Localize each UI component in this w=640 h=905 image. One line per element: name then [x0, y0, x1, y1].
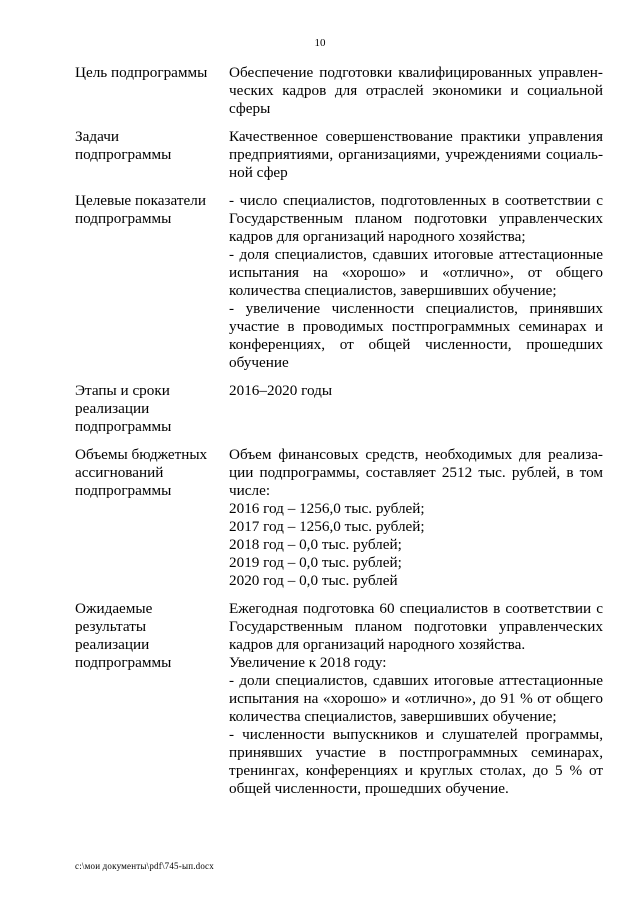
- row-label: [75, 600, 229, 808]
- value-paragraph: Увеличение к 2018 году:: [229, 654, 387, 671]
- value-paragraph: - увеличение численности специалистов, принявших участие в проводимых постпрограммных семинарах и конференциях, от общей численности, прошедших обучение: [229, 300, 603, 371]
- table-row-tasks: [75, 128, 603, 192]
- label-line: подпрограммы: [75, 146, 172, 163]
- footer-file-path: c:\мои документы\pdf\745-ып.docx: [75, 861, 214, 871]
- row-value: [229, 600, 603, 808]
- row-value: [229, 192, 603, 382]
- page-number: 10: [314, 37, 326, 49]
- row-label: [75, 64, 229, 128]
- value-paragraph: 2016–2020 годы: [229, 382, 333, 399]
- table-row-goal: [75, 64, 603, 128]
- label-line: Задачи: [75, 128, 119, 145]
- value-paragraph: - число специалистов, подготовленных в соответствии с Государственным планом подготовки управленческих кадров для организаций народного хозяйства;: [229, 192, 603, 245]
- table-row-expected-results: [75, 600, 603, 808]
- label-line: подпрограммы: [75, 418, 172, 435]
- row-label: [75, 192, 229, 382]
- row-value: [229, 446, 603, 600]
- table-row-stages: [75, 382, 603, 446]
- row-label: [75, 446, 229, 600]
- value-paragraph: Качественное совершенствование практики управления предприятиями, организациями, учреждениями социаль-ной сфер: [229, 128, 603, 181]
- row-label: [75, 128, 229, 192]
- table-row-budget: [75, 446, 603, 600]
- budget-year-line: 2018 год – 0,0 тыс. рублей;: [229, 536, 402, 553]
- budget-year-line: 2017 год – 1256,0 тыс. рублей;: [229, 518, 425, 535]
- label-line: Целевые показатели: [75, 192, 206, 209]
- label-line: Цель подпрограммы: [75, 64, 208, 81]
- label-line: реализации: [75, 636, 150, 653]
- row-value: [229, 64, 603, 128]
- subprogram-passport-table: [75, 64, 603, 808]
- value-paragraph: Обеспечение подготовки квалифицированных управлен-ческих кадров для отраслей экономики и социальной сферы: [229, 64, 603, 117]
- label-line: реализации: [75, 400, 150, 417]
- label-line: подпрограммы: [75, 210, 172, 227]
- row-value: [229, 382, 603, 446]
- label-line: подпрограммы: [75, 482, 172, 499]
- budget-year-line: 2016 год – 1256,0 тыс. рублей;: [229, 500, 425, 517]
- row-label: [75, 382, 229, 446]
- label-line: подпрограммы: [75, 654, 172, 671]
- value-paragraph: - численности выпускников и слушателей программы, принявших участие в постпрограммных семинарах, тренингах, конференциях и круглых столах, до 5 % от общей численности, прошедших обучение.: [229, 726, 603, 797]
- label-line: результаты: [75, 618, 147, 635]
- label-line: Этапы и сроки: [75, 382, 170, 399]
- table-row-target-indicators: [75, 192, 603, 382]
- value-paragraph: - доли специалистов, сдавших итоговые аттестационные испытания на «хорошо» и «отлично», до 91 % от общего количества специалистов, завершивших обучение;: [229, 672, 603, 725]
- value-paragraph: Объем финансовых средств, необходимых для реализа-ции подпрограммы, составляет 2512 тыс. рублей, в том числе:: [229, 446, 603, 499]
- value-paragraph: - доля специалистов, сдавших итоговые аттестационные испытания на «хорошо» и «отлично», от общего количества специалистов, завершивших обучение;: [229, 246, 603, 299]
- label-line: ассигнований: [75, 464, 164, 481]
- budget-year-line: 2020 год – 0,0 тыс. рублей: [229, 572, 398, 589]
- label-line: Объемы бюджетных: [75, 446, 208, 463]
- row-value: [229, 128, 603, 192]
- value-paragraph: Ежегодная подготовка 60 специалистов в соответствии с Государственным планом подготовки управленческих кадров для организаций народного хозяйства.: [229, 600, 603, 653]
- label-line: Ожидаемые: [75, 600, 153, 617]
- budget-year-line: 2019 год – 0,0 тыс. рублей;: [229, 554, 402, 571]
